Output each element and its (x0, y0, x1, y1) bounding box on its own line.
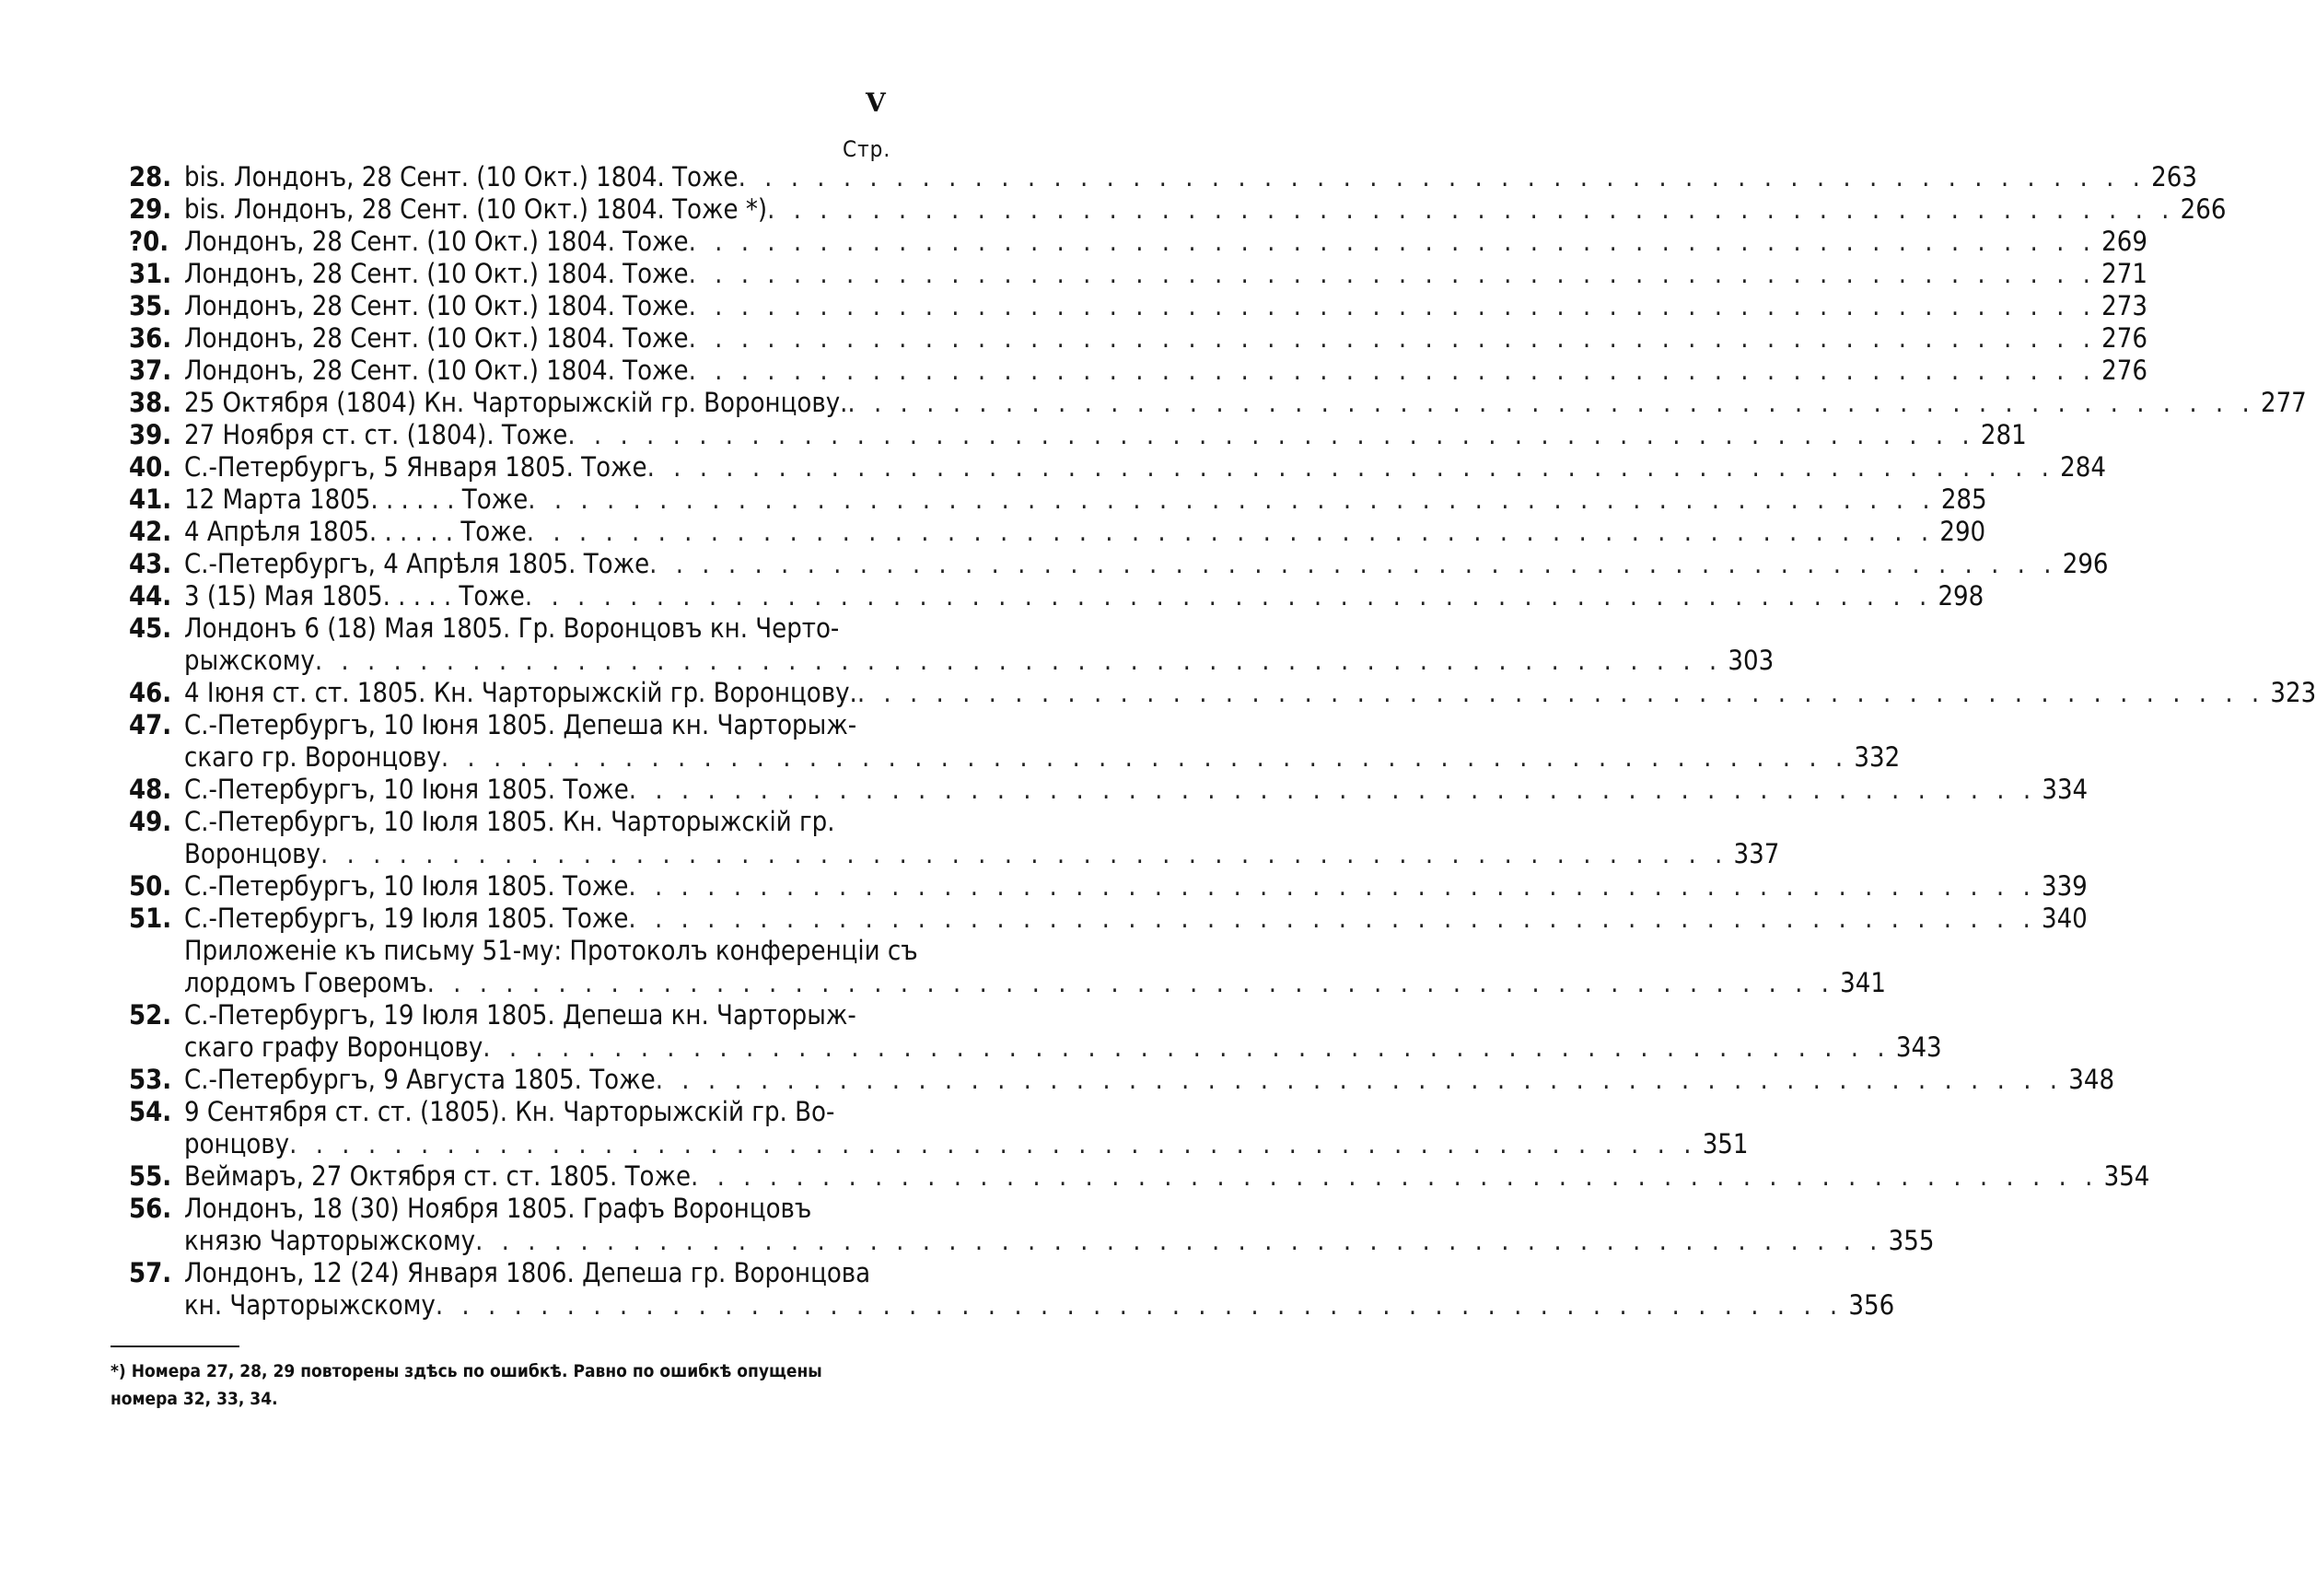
entry-number: 43. (129, 548, 172, 579)
dot-leader (847, 387, 2254, 419)
entry-text: С.-Петербургъ, 10 Іюля 1805. Кн. Чарторыжскій гр. (184, 806, 835, 837)
dot-leader (525, 580, 1932, 612)
dot-leader (528, 483, 1935, 516)
toc-entry (129, 1096, 893, 1128)
dot-leader (647, 451, 2054, 483)
entry-number: 45. (129, 612, 172, 644)
entry-text: Лондонъ, 12 (24) Января 1806. Депеша гр. Воронцова (184, 1257, 871, 1288)
dot-leader (691, 1160, 2098, 1193)
toc-entry (129, 548, 2109, 580)
entry-page-number: 303 (1728, 645, 1775, 676)
entry-page-number: 273 (2101, 290, 2147, 321)
entry-text: Веймаръ, 27 Октября ст. ст. 1805. Тоже (184, 1160, 692, 1192)
entry-text: 25 Октября (1804) Кн. Чарторыжскій гр. Воронцову. (184, 387, 848, 418)
footnote-divider (111, 1346, 239, 1347)
toc-entry (129, 741, 1901, 774)
entry-number: 50. (129, 870, 172, 902)
dot-leader (436, 1289, 1843, 1322)
dot-leader (527, 516, 1934, 548)
toc-entry (129, 483, 1987, 516)
toc-entry (129, 612, 893, 645)
entry-number: 49. (129, 806, 172, 837)
entry-text: рыжскому (184, 645, 315, 676)
entry-text: ронцову (184, 1128, 290, 1159)
entry-page-number: 351 (1702, 1128, 1749, 1159)
toc-entry (129, 935, 918, 967)
entry-text: Лондонъ 6 (18) Мая 1805. Гр. Воронцовъ кн. Черто- (184, 612, 840, 644)
dot-leader (656, 1064, 2063, 1096)
entry-number: 37. (129, 355, 172, 386)
entry-page-number: 296 (2062, 548, 2109, 579)
entry-number: 38. (129, 387, 172, 418)
entry-number: 47. (129, 709, 172, 740)
entry-text: 9 Сентября ст. ст. (1805). Кн. Чарторыжскій гр. Во- (184, 1096, 835, 1127)
entry-text: bis. Лондонъ, 28 Сент. (10 Окт.) 1804. Тоже (184, 161, 739, 192)
toc-entry (129, 1257, 893, 1289)
page-column-header: Стр. (843, 136, 891, 162)
entry-text: С.-Петербургъ, 4 Апрѣля 1805. Тоже (184, 548, 650, 579)
dot-leader (475, 1225, 1882, 1257)
dot-leader (315, 645, 1722, 677)
entry-text: Воронцову (184, 838, 320, 869)
toc-entry (129, 709, 893, 741)
entry-text: С.-Петербургъ, 10 Іюля 1805. Тоже (184, 870, 629, 902)
entry-number: 41. (129, 483, 172, 515)
entry-text: Лондонъ, 28 Сент. (10 Окт.) 1804. Тоже (184, 258, 689, 289)
entry-page-number: 281 (1980, 419, 2027, 450)
toc-entry (129, 355, 2147, 387)
toc-entry (129, 1289, 1895, 1322)
dot-leader (689, 322, 2096, 355)
entry-text: 4 Апрѣля 1805. . . . . . Тоже (184, 516, 527, 547)
toc-entry (129, 419, 2027, 451)
dot-leader (320, 838, 1728, 870)
entry-number: 29. (129, 193, 172, 225)
entry-text: 3 (15) Мая 1805. . . . . Тоже (184, 580, 525, 612)
dot-leader (689, 290, 2096, 322)
toc-entry (129, 226, 2147, 258)
dot-leader (767, 193, 2174, 226)
entry-page-number: 285 (1940, 483, 1987, 515)
entry-text: кн. Чарторыжскому (184, 1289, 436, 1321)
entry-number: 31. (129, 258, 172, 289)
toc-entry (129, 580, 1984, 612)
toc-entry (129, 258, 2147, 290)
entry-text: С.-Петербургъ, 10 Іюня 1805. Депеша кн. Чарторыж- (184, 709, 857, 740)
toc-entry (129, 967, 1886, 999)
entry-page-number: 332 (1854, 741, 1901, 773)
entry-text: князю Чарторыжскому (184, 1225, 476, 1256)
entry-page-number: 339 (2041, 870, 2088, 902)
table-of-contents (129, 161, 2316, 1322)
toc-entry (129, 838, 1780, 870)
dot-leader (628, 870, 2035, 903)
toc-entry (129, 387, 2307, 419)
entry-page-number: 323 (2270, 677, 2316, 708)
toc-entry (129, 1128, 1749, 1160)
toc-entry (129, 903, 2088, 935)
dot-leader (441, 741, 1848, 774)
toc-entry (129, 451, 2106, 483)
dot-leader (427, 967, 1834, 999)
entry-number: 44. (129, 580, 172, 612)
entry-page-number: 354 (2103, 1160, 2150, 1192)
entry-text: Лондонъ, 28 Сент. (10 Окт.) 1804. Тоже (184, 226, 689, 257)
toc-entry (129, 1193, 893, 1225)
entry-number: ?0. (129, 226, 169, 257)
entry-number: 39. (129, 419, 172, 450)
entry-page-number: 290 (1939, 516, 1986, 547)
entry-text: Лондонъ, 28 Сент. (10 Окт.) 1804. Тоже (184, 355, 689, 386)
entry-page-number: 355 (1888, 1225, 1935, 1256)
entry-text: Лондонъ, 28 Сент. (10 Окт.) 1804. Тоже (184, 290, 689, 321)
dot-leader (567, 419, 1974, 451)
entry-text: Лондонъ, 28 Сент. (10 Окт.) 1804. Тоже (184, 322, 689, 354)
entry-page-number: 348 (2068, 1064, 2115, 1095)
entry-page-number: 269 (2101, 226, 2147, 257)
dot-leader (857, 677, 2264, 709)
footnote: *) Номера 27, 28, 29 повторены здѣсь по ошибкѣ. Равно по ошибкѣ опущены номера 32, 33, 34. (111, 1361, 822, 1409)
toc-entry (129, 1225, 1935, 1257)
entry-text: лордомъ Говеромъ (184, 967, 427, 998)
toc-entry (129, 193, 2227, 226)
toc-entry (129, 806, 893, 838)
toc-entry (129, 516, 1986, 548)
toc-entry (129, 870, 2088, 903)
entry-page-number: 271 (2101, 258, 2147, 289)
entry-number: 53. (129, 1064, 172, 1095)
entry-page-number: 266 (2180, 193, 2227, 225)
toc-entry (129, 999, 893, 1031)
entry-number: 46. (129, 677, 172, 708)
entry-number: 42. (129, 516, 172, 547)
entry-number: 57. (129, 1257, 172, 1288)
toc-entry (129, 774, 2089, 806)
entry-number: 54. (129, 1096, 172, 1127)
entry-text: 4 Іюня ст. ст. 1805. Кн. Чарторыжскій гр. Воронцову. (184, 677, 857, 708)
entry-page-number: 284 (2060, 451, 2106, 483)
toc-entry (129, 161, 2197, 193)
dot-leader (739, 161, 2146, 193)
entry-text: bis. Лондонъ, 28 Сент. (10 Окт.) 1804. Тоже *) (184, 193, 768, 225)
entry-page-number: 334 (2042, 774, 2089, 805)
entry-text: Лондонъ, 18 (30) Ноября 1805. Графъ Воронцовъ (184, 1193, 812, 1224)
entry-page-number: 356 (1848, 1289, 1895, 1321)
entry-page-number: 277 (2260, 387, 2307, 418)
toc-entry (129, 645, 1775, 677)
dot-leader (483, 1031, 1890, 1064)
toc-entry (129, 1160, 2150, 1193)
toc-entry (129, 290, 2147, 322)
dot-leader (689, 258, 2096, 290)
entry-text: С.-Петербургъ, 19 Іюля 1805. Тоже (184, 903, 629, 934)
entry-text: С.-Петербургъ, 9 Августа 1805. Тоже (184, 1064, 656, 1095)
entry-number: 55. (129, 1160, 172, 1192)
entry-number: 51. (129, 903, 172, 934)
entry-text: скаго гр. Воронцову (184, 741, 441, 773)
entry-text: С.-Петербургъ, 10 Іюня 1805. Тоже (184, 774, 629, 805)
entry-page-number: 340 (2041, 903, 2088, 934)
entry-text: 27 Ноября ст. ст. (1804). Тоже (184, 419, 568, 450)
entry-page-number: 341 (1840, 967, 1886, 998)
dot-leader (689, 355, 2096, 387)
toc-entry (129, 677, 2316, 709)
entry-page-number: 337 (1733, 838, 1780, 869)
entry-text: С.-Петербургъ, 19 Іюля 1805. Депеша кн. Чарторыж- (184, 999, 856, 1031)
dot-leader (689, 226, 2096, 258)
entry-page-number: 343 (1895, 1031, 1942, 1063)
entry-number: 56. (129, 1193, 172, 1224)
entry-number: 52. (129, 999, 172, 1031)
entry-number: 28. (129, 161, 172, 192)
entry-text: С.-Петербургъ, 5 Января 1805. Тоже (184, 451, 647, 483)
entry-text: 12 Марта 1805. . . . . . Тоже (184, 483, 529, 515)
dot-leader (628, 903, 2035, 935)
entry-number: 35. (129, 290, 172, 321)
entry-page-number: 276 (2101, 322, 2147, 354)
entry-number: 48. (129, 774, 172, 805)
toc-entry (129, 1031, 1942, 1064)
entry-number: 36. (129, 322, 172, 354)
entry-text: скаго графу Воронцову (184, 1031, 483, 1063)
entry-text: Приложеніе къ письму 51-му: Протоколъ конференціи съ (184, 935, 918, 966)
entry-page-number: 298 (1938, 580, 1984, 612)
dot-leader (649, 548, 2056, 580)
page-number: V (866, 87, 886, 118)
dot-leader (629, 774, 2036, 806)
dot-leader (289, 1128, 1696, 1160)
toc-entry (129, 322, 2147, 355)
entry-number: 40. (129, 451, 172, 483)
entry-page-number: 263 (2151, 161, 2197, 192)
toc-entry (129, 1064, 2115, 1096)
entry-page-number: 276 (2101, 355, 2147, 386)
